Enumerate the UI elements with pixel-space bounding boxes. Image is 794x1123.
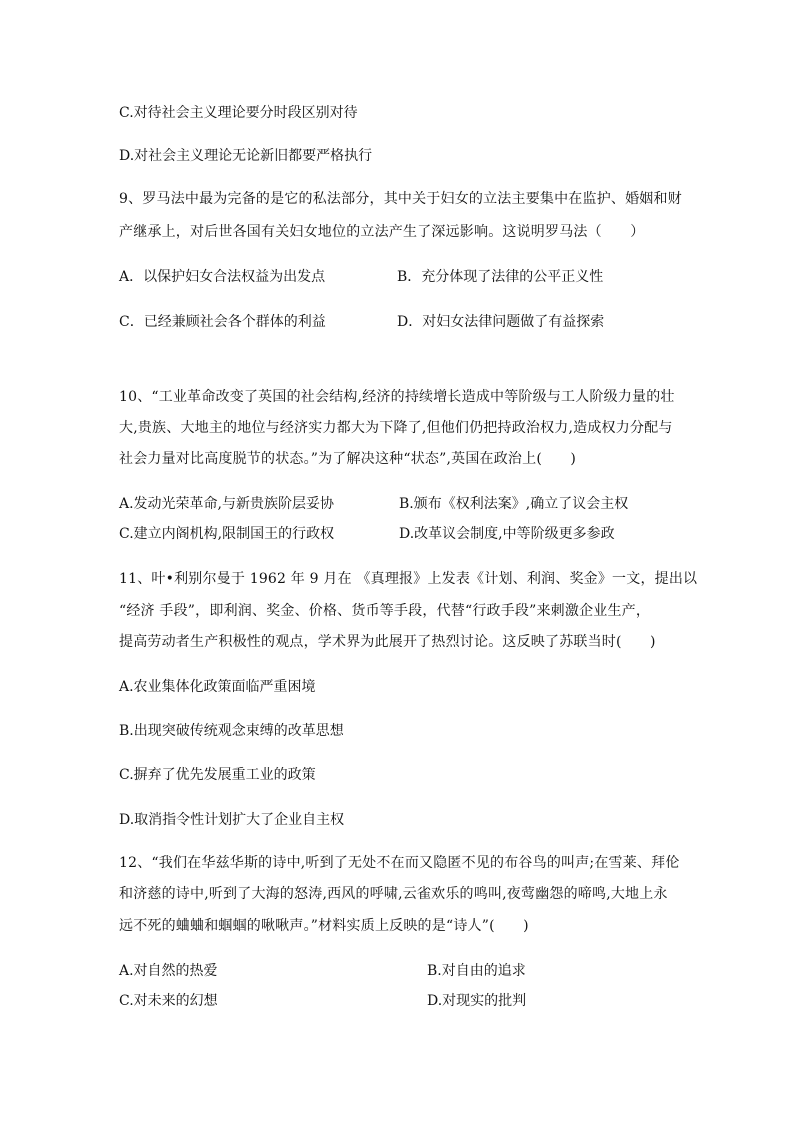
- q9-option-b: B．充分体现了法律的公平正义性: [397, 269, 604, 285]
- q11-option-a: A.农业集体化政策面临严重困境: [119, 679, 316, 695]
- q12-stem-line-2: 和济慈的诗中,听到了大海的怒涛,西风的呼啸,云雀欢乐的鸣叫,夜莺幽怨的啼鸣,大地上永: [119, 886, 668, 902]
- q11-stem-line-1: 11、叶•利别尔曼于 1962 年 9 月在 《真理报》上发表《计划、利润、奖金》一文，提出以: [119, 571, 698, 587]
- q11-stem-line-3: 提高劳动者生产积极性的观点，学术界为此展开了热烈讨论。这反映了苏联当时( ): [119, 634, 656, 650]
- q10-stem-line-1: 10、“工业革命改变了英国的社会结构,经济的持续增长造成中等阶级与工人阶级力量的壮: [119, 389, 675, 405]
- q12-option-c: C.对未来的幻想: [119, 993, 218, 1009]
- q12-option-b: B.对自由的追求: [427, 963, 526, 979]
- q9-stem-line-2: 产继承上，对后世各国有关妇女地位的立法产生了深远影响。这说明罗马法（ ）: [119, 224, 645, 240]
- q11-stem-line-2: “经济 手段”，即利润、奖金、价格、货币等手段，代替“行政手段”来刺激企业生产，: [119, 603, 651, 619]
- q10-stem-line-3: 社会力量对比高度脱节的状态。”为了解决这种“状态”,英国在政治上( ): [119, 451, 577, 467]
- q11-option-b: B.出现突破传统观念束缚的改革思想: [119, 723, 344, 739]
- q10-option-a: A.发动光荣革命,与新贵族阶层妥协: [119, 496, 335, 512]
- prev-question-option-c: C.对待社会主义理论要分时段区别对待: [119, 105, 358, 121]
- q12-stem-line-1: 12、“我们在华兹华斯的诗中,听到了无处不在而又隐匿不见的布谷鸟的叫声;在雪莱、拜伦: [119, 855, 680, 871]
- q10-stem-line-2: 大,贵族、大地主的地位与经济实力都大为下降了,但他们仍把持政治权力,造成权力分配与: [119, 420, 673, 436]
- q9-stem-line-1: 9、罗马法中最为完备的是它的私法部分，其中关于妇女的立法主要集中在监护、婚姻和财: [119, 191, 682, 207]
- q11-option-d: D.取消指令性计划扩大了企业自主权: [119, 812, 345, 828]
- q12-option-d: D.对现实的批判: [427, 993, 527, 1009]
- q9-option-d: D．对妇女法律问题做了有益探索: [397, 314, 605, 330]
- q9-option-a: A．以保护妇女合法权益为出发点: [119, 269, 326, 285]
- prev-question-option-d: D.对社会主义理论无论新旧都要严格执行: [119, 148, 373, 164]
- q10-option-d: D.改革议会制度,中等阶级更多参政: [399, 526, 615, 542]
- q9-option-c: C．已经兼顾社会各个群体的利益: [119, 314, 326, 330]
- q10-option-b: B.颁布《权利法案》,确立了议会主权: [399, 496, 629, 512]
- q11-option-c: C.摒弃了优先发展重工业的政策: [119, 767, 316, 783]
- q10-option-c: C.建立内阁机构,限制国王的行政权: [119, 526, 335, 542]
- q12-option-a: A.对自然的热爱: [119, 963, 218, 979]
- q12-stem-line-3: 远不死的蛐蛐和蝈蝈的啾啾声。”材料实质上反映的是“诗人”( ): [119, 918, 529, 934]
